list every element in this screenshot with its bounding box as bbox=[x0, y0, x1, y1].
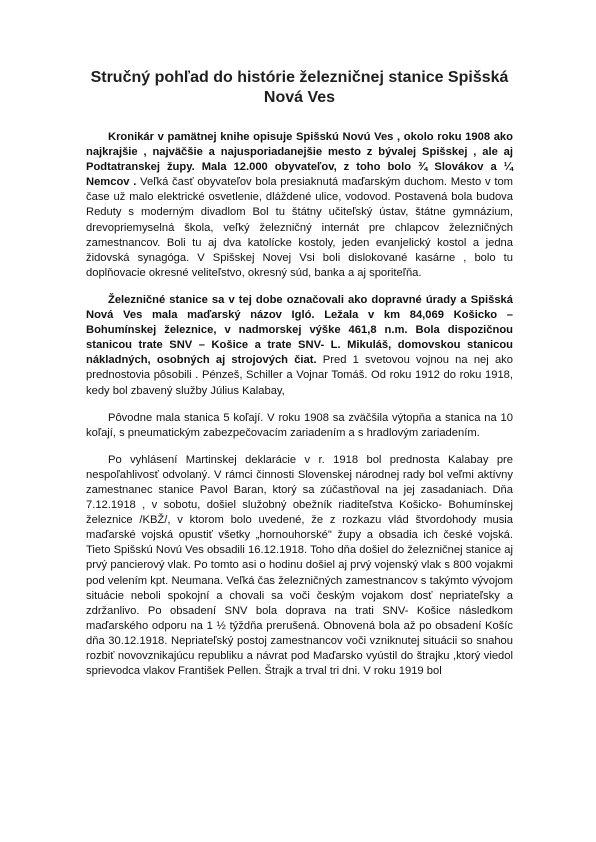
paragraph-2-text: Pred 1 svetovou vojnou na nej ako prednostovia pôsobili . Pénzeš, Schiller a Vojnar Tomáš. Od roku 1912 do roku 1918, kedy bol zbavený služby Július Kalabay, bbox=[86, 354, 513, 397]
paragraph-3-text: Pôvodne mala stanica 5 koľají. V roku 1908 sa zväčšila výtopňa a stanica na 10 koľají, s pneumatickým zabezpečovacím zariadením a s hradlovým zariadením. bbox=[86, 411, 513, 439]
paragraph-3 bbox=[86, 411, 513, 441]
paragraph-4 bbox=[86, 453, 513, 679]
paragraph-2 bbox=[86, 293, 513, 399]
paragraph-1-text: Veľká časť obyvateľov bola presiaknutá maďarským duchom. Mesto v tom čase už malo elektrické osvetlenie, dláždené ulice, vodovod. Postavená bola budova Reduty s moderným divadlom Bol tu štátny učiteľský ústav, štátne gymnázium, drevopriemyselná škola, veľký železničný internát pre chlapcov železničných zamestnancov. Boli tu aj dva katolícke kostoly, jeden evanjelický kostol a jedna židovská synagóga. V Spišskej Novej Vsi boli dislokované kasárne , bolo tu doplňovacie okresné veliteľstvo, okresný súd, banka a aj sporiteľňa. bbox=[86, 176, 513, 279]
document-title: Stručný pohľad do histórie železničnej stanice Spišská Nová Ves bbox=[90, 69, 509, 106]
paragraph-4-text: Po vyhlásení Martinskej deklarácie v r. 1918 bol prednosta Kalabay pre nespoľahlivosť odvolaný. V rámci činnosti Slovenskej národnej rady bol veľmi aktívny zamestnanec stanice Pavol Baran, ktorý sa zúčastňoval na jej zasadaniach. Dňa 7.12.1918 , v sobotu, došiel služobný obežník riaditeľstva Košicko- Bohumínskej železnice /KBŽ/, v ktorom bolo uvedené, že z rozkazu vlád štvordohody musia maďarské vojská opustiť všetky „hornouhorské" župy a obsadia ich české vojská. Tieto Spišskú Novú Ves obsadili 16.12.1918. Toho dňa došiel do železničnej stanice aj prvý pancierový vlak. Po tomto asi o hodinu došiel aj prvý vojenský vlak s 800 vojakmi pod velením kpt. Neumana. Veľká čas železničných zamestnancov s takýmto vývojom situácie neboli spokojní a chovali sa voči českým vojakom dosť nepriateľsky a zdržanlivo. Po obsadení SNV bola doprava na trati SNV- Košice následkom maďarského odporu na 1 ½ týždňa prerušená. Obnovená bola až po obsadení Košíc dňa 30.12.1918. Nepriateľský postoj zamestnancov voči vzniknutej situácii so snahou rozbiť novovznikajúcu republiku a návrat pod Maďarsko vyústil do štrajku ,ktorý viedol sprievodca vlakov František Pellen. Štrajk a trval tri dni. V roku 1919 bol bbox=[86, 453, 513, 678]
paragraph-1-bold: Kronikár v pamätnej knihe opisuje Spišskú Novú Ves , okolo roku 1908 ako najkrajšie , najväčšie a najusporiadanejšie mesto z bývalej Spišskej , ale aj Podtatranskej župy. Mala 12.000 obyvateľov, z toho bolo ¾ Slovákov a ¼ Nemcov . bbox=[86, 131, 513, 189]
paragraph-2-bold: Železničné stanice sa v tej dobe označovali ako dopravné úrady a Spišská Nová Ves mala maďarský názov Igló. Ležala v km 84,069 Košicko – Bohumínskej železnice, v nadmorskej výške 461,8 n.m. Bola dispozičnou stanicou trate SNV – Košice a trate SNV- L. Mikuláš, domovskou stanicou nákladných, osobných aj strojových čiat. bbox=[86, 293, 513, 367]
paragraph-1 bbox=[86, 130, 513, 281]
